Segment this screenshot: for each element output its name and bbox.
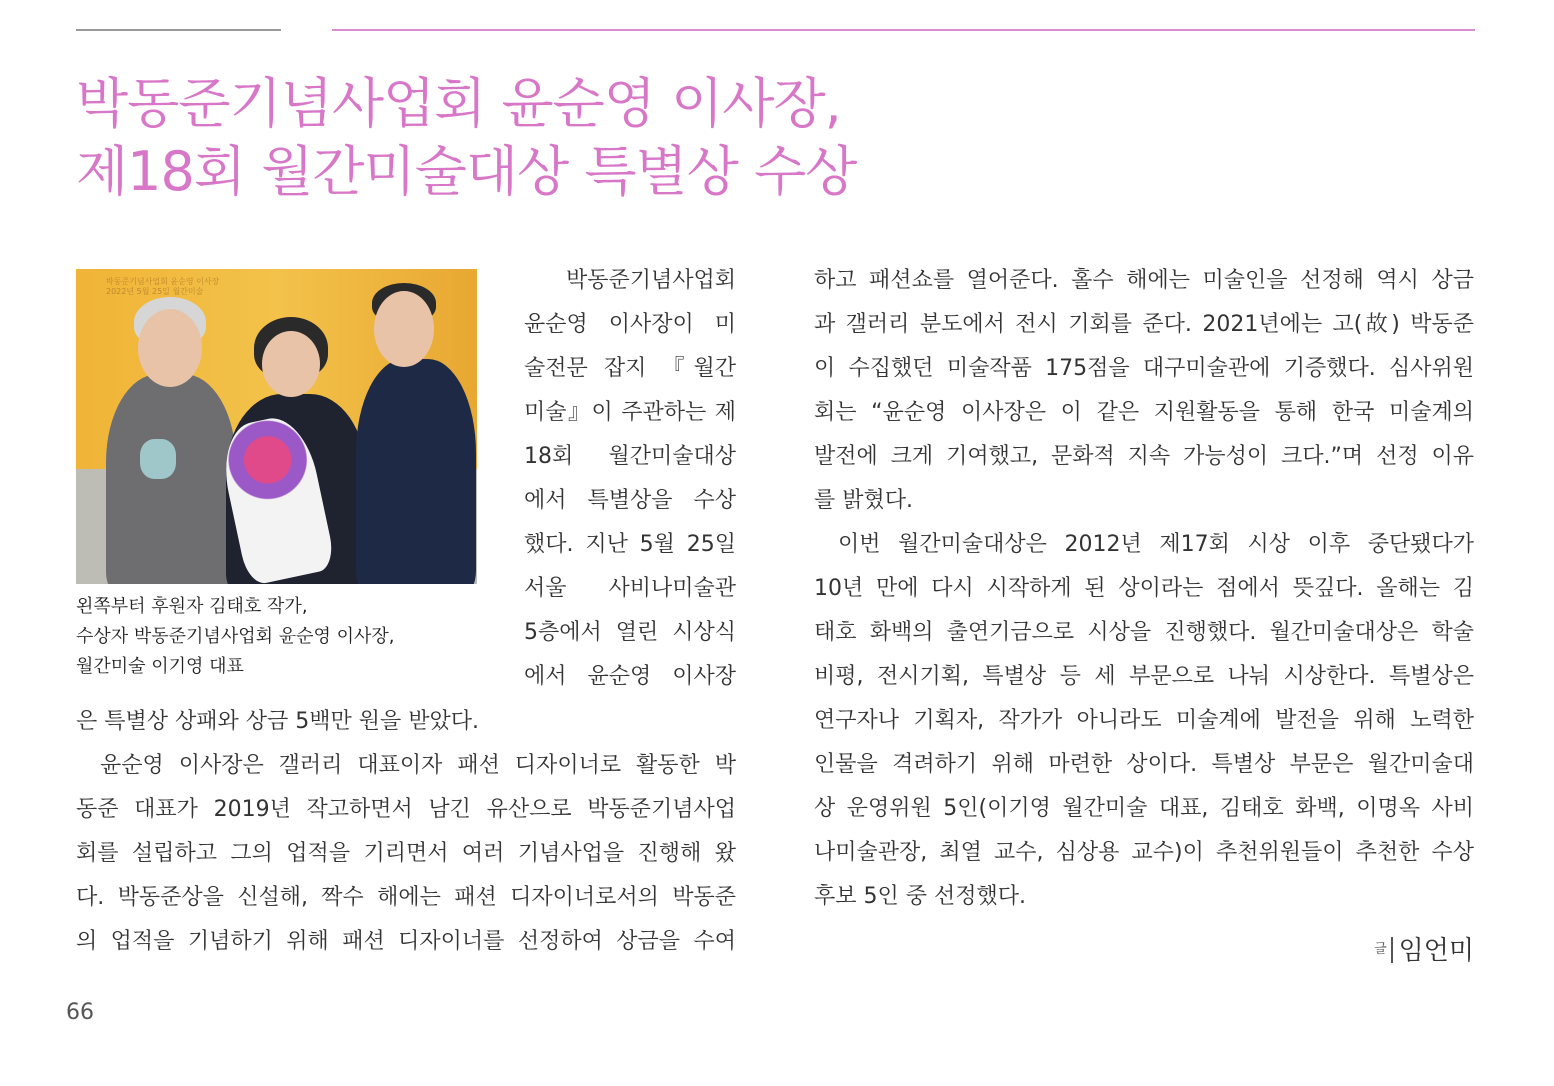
photo-wall-print: [106, 277, 219, 297]
article-title: [76, 70, 1476, 206]
body-line: 다. 박동준상을 신설해, 짝수 해에는 패션 디자이너로서의 박동준: [76, 885, 736, 910]
body-line: 과 갤러리 분도에서 전시 기회를 준다. 2021년에는 고(故) 박동준: [814, 312, 1474, 337]
body-line: 태호 화백의 출연기금으로 시상을 진행했다. 월간미술대상은 학술: [814, 620, 1474, 645]
body-line: 에서 특별상을 수상: [524, 488, 736, 513]
caption-line-3: 월간미술 이기영 대표: [76, 656, 244, 677]
body-line: 박동준기념사업회: [565, 268, 736, 293]
author-credit: [1374, 930, 1474, 967]
body-line: 은 특별상 상패와 상금 5백만 원을 받았다.: [76, 709, 479, 734]
photo-person-left: [106, 374, 236, 584]
photo-person-left-head: [138, 309, 202, 387]
title-line-1: 박동준기념사업회 윤순영 이사장,: [76, 72, 841, 135]
body-line: 윤순영 이사장은 갤러리 대표이자 패션 디자이너로 활동한 박: [100, 753, 736, 778]
body-line: 발전에 크게 기여했고, 문화적 지속 가능성이 크다.”며 선정 이유: [814, 444, 1474, 469]
body-line: 미술』이 주관하는 제: [524, 400, 736, 425]
article-body-right-column: [814, 259, 1474, 919]
photo-person-middle-head: [262, 331, 320, 397]
photo-person-right: [356, 359, 476, 584]
body-line: 술전문 잡지 『월간: [524, 356, 736, 381]
photo-person-left-mask: [140, 439, 176, 479]
body-line: 동준 대표가 2019년 작고하면서 남긴 유산으로 박동준기념사업: [76, 797, 736, 822]
photo-person-right-head: [374, 291, 434, 367]
page-number: 66: [66, 1000, 94, 1025]
title-line-2: 제18회 월간미술대상 특별상 수상: [76, 140, 857, 203]
body-line: 회를 설립하고 그의 업적을 기리면서 여러 기념사업을 진행해 왔: [76, 841, 736, 866]
article-body-narrow-column: [524, 259, 736, 699]
body-line: 회는 “윤순영 이사장은 이 같은 지원활동을 통해 한국 미술계의: [814, 400, 1474, 425]
header-rule-accent: [332, 29, 1475, 31]
body-line: 18회 월간미술대상: [524, 444, 736, 469]
photo-print-line-1: 박동준기념사업회 윤순영 이사장: [106, 277, 220, 286]
author-name: 임언미: [1398, 936, 1474, 966]
body-line: 하고 패션쇼를 열어준다. 홀수 해에는 미술인을 선정해 역시 상금: [814, 268, 1474, 293]
body-line: 상 운영위원 5인(이기영 월간미술 대표, 김태호 화백, 이명옥 사비: [814, 796, 1474, 821]
body-line: 10년 만에 다시 시작하게 된 상이라는 점에서 뜻깊다. 올해는 김: [814, 576, 1474, 601]
body-line: 윤순영 이사장이 미: [524, 312, 736, 337]
body-line: 했다. 지난 5월 25일: [524, 532, 736, 557]
photo-caption: [76, 592, 496, 682]
body-line: 인물을 격려하기 위해 마련한 상이다. 특별상 부문은 월간미술대: [814, 752, 1474, 777]
body-line: 후보 5인 중 선정했다.: [814, 884, 1026, 909]
body-line: 에서 윤순영 이사장: [524, 664, 736, 689]
body-line: 이 수집했던 미술작품 175점을 대구미술관에 기증했다. 심사위원: [814, 356, 1474, 381]
body-line: 의 업적을 기념하기 위해 패션 디자이너를 선정하여 상금을 수여: [76, 929, 736, 954]
header-rule-grey: [76, 29, 281, 31]
caption-line-2: 수상자 박동준기념사업회 윤순영 이사장,: [76, 626, 395, 647]
author-label: 글: [1374, 942, 1387, 957]
body-line: 나미술관장, 최열 교수, 심상용 교수)이 추천위원들이 추천한 수상: [814, 840, 1474, 865]
caption-line-1: 왼쪽부터 후원자 김태호 작가,: [76, 596, 308, 617]
body-line: 이번 월간미술대상은 2012년 제17회 시상 이후 중단됐다가: [838, 532, 1474, 557]
body-line: 서울 사비나미술관: [524, 576, 736, 601]
photo-print-line-2: 2022년 5월 25일 월간미술: [106, 287, 204, 296]
body-line: 를 밝혔다.: [814, 488, 913, 513]
author-divider: [1391, 937, 1393, 963]
article-body-left-column: [76, 700, 736, 964]
body-line: 연구자나 기획자, 작가가 아니라도 미술계에 발전을 위해 노력한: [814, 708, 1474, 733]
award-photo: [76, 269, 477, 584]
body-line: 비평, 전시기획, 특별상 등 세 부문으로 나눠 시상한다. 특별상은: [814, 664, 1474, 689]
body-line: 5층에서 열린 시상식: [524, 620, 736, 645]
